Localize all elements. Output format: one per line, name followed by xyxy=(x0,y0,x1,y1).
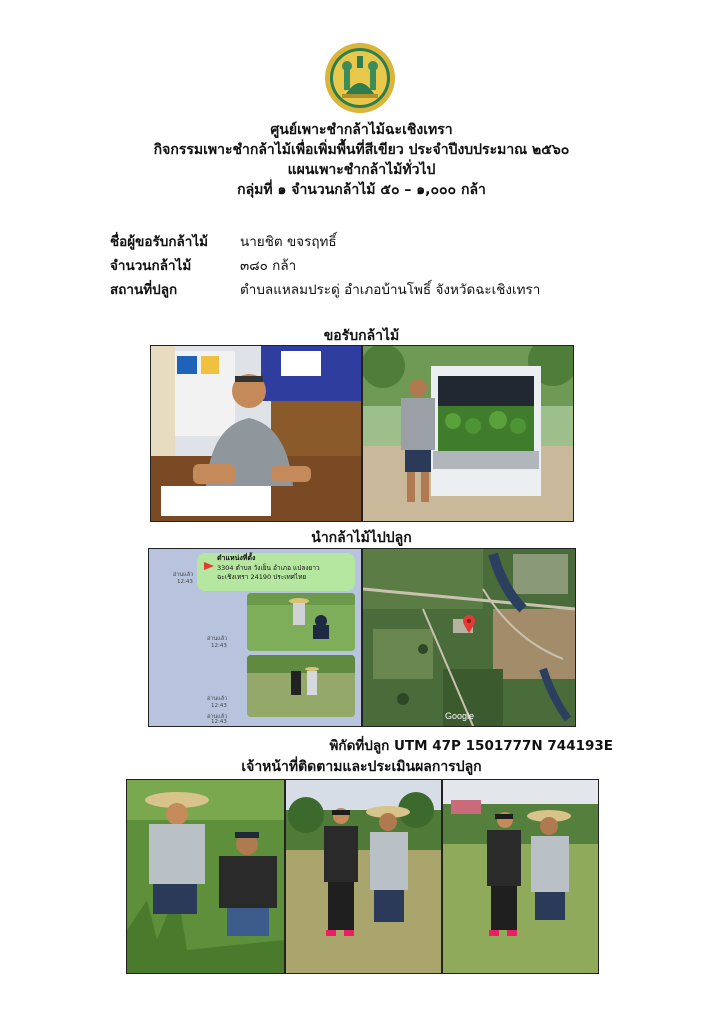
org-name: ศูนย์เพาะชำกล้าไม้ฉะเชิงเทรา xyxy=(270,122,453,138)
message-time: 12:43 xyxy=(177,579,193,585)
message-time: 12:43 xyxy=(211,719,227,725)
google-attribution: Google xyxy=(445,711,475,721)
requester-value: นายชิต ขจรฤทธิ์ xyxy=(240,234,337,250)
chat-photo-planting-2 xyxy=(247,655,355,717)
quantity-value: ๓๘๐ กล้า xyxy=(240,258,297,274)
location-address: 3304 ตำบล วังเย็น อำเภอ แปลงยาว ฉะเชิงเทรา 24190 ประเทศไทย xyxy=(217,564,320,581)
photo-seedlings-in-truck xyxy=(362,345,574,522)
message-time: 12:43 xyxy=(211,643,227,649)
group-title: กลุ่มที่ ๑ จำนวนกล้าไม้ ๕๐ – ๑,๐๐๐ กล้า xyxy=(237,182,486,198)
requester-label: ชื่อผู้ขอรับกล้าไม้ xyxy=(110,234,209,250)
photo-requester-at-desk xyxy=(150,345,362,522)
quantity-label: จำนวนกล้าไม้ xyxy=(110,258,192,274)
read-label: อ่านแล้ว xyxy=(173,572,194,578)
flag-icon xyxy=(203,561,215,571)
section-title-followup: เจ้าหน้าที่ติดตามและประเมินผลการปลูก xyxy=(241,759,482,775)
location-label: สถานที่ปลูก xyxy=(110,282,178,298)
section-title-receive: ขอรับกล้าไม้ xyxy=(323,328,400,344)
read-label: อ่านแล้ว xyxy=(207,636,228,642)
planting-coordinates: พิกัดที่ปลูก UTM 47P 1501777N 744193E xyxy=(329,738,613,754)
location-value: ตำบลแหลมประดู่ อำเภอบ้านโพธิ์ จังหวัดฉะเชิงเทรา xyxy=(240,282,541,298)
chat-screenshot xyxy=(148,548,362,727)
read-label: อ่านแล้ว xyxy=(207,714,228,720)
read-label: อ่านแล้ว xyxy=(207,696,228,702)
location-title: ตำแหน่งที่ตั้ง xyxy=(217,554,256,562)
photo-followup-3 xyxy=(442,779,599,974)
organization-seal-logo xyxy=(324,42,396,114)
photo-followup-2 xyxy=(285,779,442,974)
section-title-planting: นำกล้าไม้ไปปลูก xyxy=(311,530,412,546)
message-time: 12:43 xyxy=(211,703,227,709)
chat-photo-planting-1 xyxy=(247,593,355,651)
activity-title: กิจกรรมเพาะชำกล้าไม้เพื่อเพิ่มพื้นที่สีเขียว ประจำปีงบประมาณ ๒๕๖๐ xyxy=(153,142,570,158)
plan-title: แผนเพาะชำกล้าไม้ทั่วไป xyxy=(287,162,436,178)
satellite-map xyxy=(362,548,576,727)
map-pin-icon xyxy=(463,615,475,633)
photo-followup-1 xyxy=(126,779,285,974)
